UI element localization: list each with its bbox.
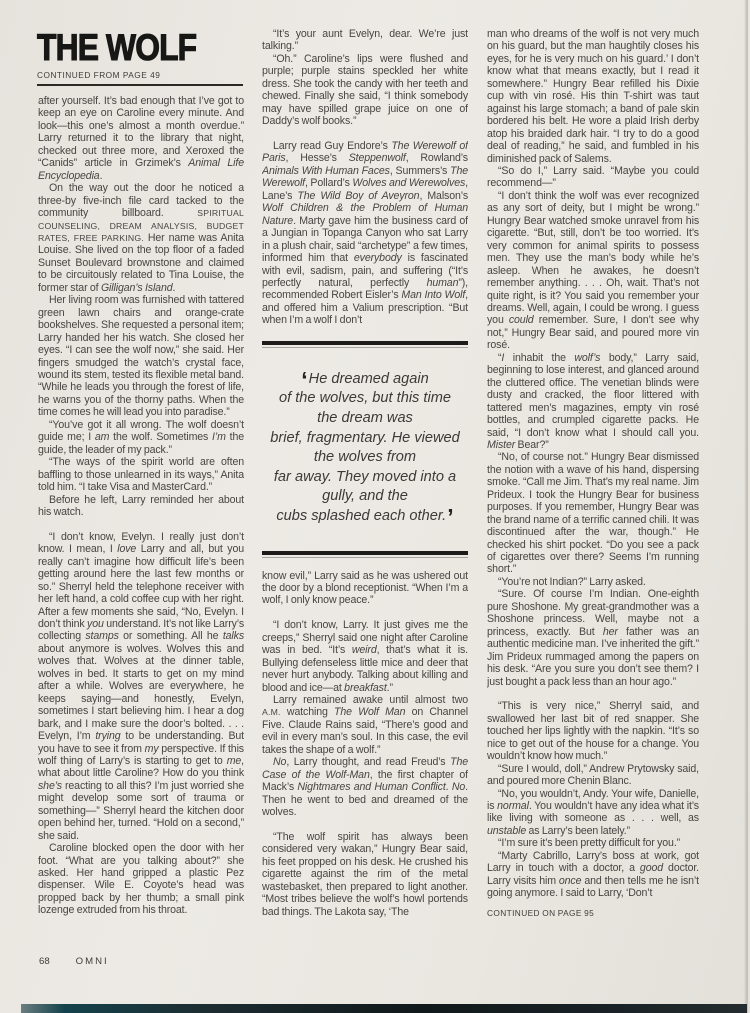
body-paragraph: “It’s your aunt Evelyn, dear. We’re just talking.” xyxy=(262,28,468,53)
body-paragraph: Larry read Guy Endore’s The Werewolf of Paris, Hesse’s Steppenwolf, Rowland’s Animals With Human Faces, Summers’s The Werewolf, Pollard’s Wolves and Werewolves, Lane’s The Wild Boy of Aveyron, Malson’s Wolf Children & the Problem of Human Nature. Marty gave him the business card of a Jungian in Topanga Canyon who sat Larry in a plush chair, said “archetype” a few times, informed him that everybody is fascinated with evil, sadism, pain, and suffering (“It’s perfectly natural, perfectly human”), recommended Robert Eisler’s Man Into Wolf, and offered him a Valium prescription. “But when I’m a wolf I don’t xyxy=(262,140,468,327)
body-paragraph: “No, you wouldn’t, Andy. Your wife, Danielle, is normal. You wouldn’t have any idea what it’s like living with someone as . . . well, as unstable as Larry’s been lately.” xyxy=(487,787,699,837)
body-paragraph: “Marty Cabrillo, Larry’s boss at work, got Larry in touch with a doctor, a good doctor. Larry visits him once and then tells me he isn’t going anymore. I said to Larry, ‘Don’t xyxy=(487,849,699,900)
article-title: THE WOLF xyxy=(37,27,197,68)
text-column-1 xyxy=(38,95,244,947)
scan-right-edge xyxy=(744,0,748,1013)
body-paragraph: “I’m sure it’s been pretty difficult for you.” xyxy=(498,837,681,850)
body-paragraph: “I don’t think the wolf was ever recognized as any sort of deity, but I might be wrong.” Hungry Bear watched smoke unravel from his cigarette. “But, still, don’t be too worried. It’s very common for animal spirits to possess men. They use the man’s body while he’s asleep. When he awakes, he doesn’t remember anything. . . . Oh, wait. That’s not quite right, is it? You said you remember your dreams. Well, again, I could be wrong. I guess you could remember. Sure, I don’t see why not,” Hungry Bear said, and poured more vin rosé. xyxy=(487,189,699,352)
body-paragraph: “The wolf spirit has always been considered very wakan,” Hungry Bear said, his feet propped on his desk. He crushed his cigarette against the rim of the metal wastebasket, then prepared to light another. “Most tribes believe the wolf’s howl portends bad things. The Lakota say, ‘The xyxy=(262,830,468,918)
body-paragraph: “Sure. Of course I’m Indian. One-eighth pure Shoshone. My great-grandmother was a Shoshone princess. Well, maybe not a princess, exactly. But her father was an authentic medicine man. I’ve inherited the gift.” Jim Prideux rummaged among the papers on his desk. “Are you sure you don’t see them? I just bought a pack less than an hour ago.” xyxy=(487,588,699,688)
body-paragraph: “So do I,” Larry said. “Maybe you could recommend—” xyxy=(487,164,699,190)
close-quote-mark: ’ xyxy=(447,503,454,530)
text-column-2 xyxy=(262,28,468,962)
small-caps-text: A.M. xyxy=(262,707,281,718)
small-caps-text: SPIRITUAL COUNSELING, DREAM ANALYSIS, BUDGET RATES, FREE PARKING. xyxy=(38,208,244,243)
pull-quote: ‘He dreamed again of the wolves, but this time the dream was brief, fragmentary. He viewed the wolves from far away. They moved into a gully, and the cubs splashed each other.’ xyxy=(270,366,460,530)
body-paragraph: after yourself. It’s bad enough that I’ve got to keep an eye on Caroline every minute. And look—this one’s almost a month overdue.” Larry returned it to the library that night, checked out three more, and Xeroxed the “Canids” article in Grzimek’s Animal Life Encyclopedia. xyxy=(38,95,244,182)
scan-bottom-bar xyxy=(21,1004,747,1013)
body-paragraph: “This is very nice,” Sherryl said, and swallowed her last bit of red snapper. She touched her lips lightly with the napkin. “It’s so nice to get out of the house for a change. You wouldn’t know how much.” xyxy=(487,700,699,763)
continued-on-note: CONTINUED ON PAGE 95 xyxy=(487,907,595,918)
body-paragraph: know evil,” Larry said as he was ushered out the door by a blond receptionist. “When I’m a wolf, I only know peace.” xyxy=(262,569,468,607)
body-paragraph: “No, of course not.” Hungry Bear dismissed the notion with a wave of his hand, dispersing smoke. “Call me Jim. That’s my real name. Jim Prideux. I took the Hungry Bear for business purposes. If you remember, Hungry Bear was the brand name of a terrific canned chili. It was discontinued after the war, though.” He checked his shirt pocket. “Do you see a pack of cigarettes over there? Seems I’m running short.” xyxy=(487,451,699,576)
body-paragraph: “You’re not Indian?” Larry asked. xyxy=(498,575,646,588)
body-paragraph: Caroline blocked open the door with her foot. “What are you talking about?” she asked. Her hand gripped a plastic Pez dispenser. Wile E. Coyote’s head was propped back by her thumb; a small pink lozenge extruded from his throat. xyxy=(38,842,244,917)
body-paragraph: “I inhabit the wolf’s body,” Larry said, beginning to lose interest, and glanced around the cluttered office. The venetian blinds were dusty and cracked, the floor littered with tattered men’s magazines, empty vin rosé bottles, and crumpled cigarette packs. He said, “I don’t know what I should call you. Mister Bear?” xyxy=(487,351,699,451)
text-column-3 xyxy=(487,28,699,996)
header-rule xyxy=(37,84,243,86)
body-paragraph: “You’ve got it all wrong. The wolf doesn’t guide me; I am the wolf. Sometimes I’m the guide, the leader of my pack.” xyxy=(38,418,244,456)
body-paragraph: Larry remained awake until almost two A.M. watching The Wolf Man on Channel Five. Claude Rains said, “There’s good and evil in every man’s soul. In this case, the evil takes the shape of a wolf.” xyxy=(262,694,468,756)
pull-quote-rule-top xyxy=(262,341,468,348)
body-paragraph: Before he left, Larry reminded her about his watch. xyxy=(38,493,244,518)
article-header xyxy=(37,27,243,86)
page-footer xyxy=(39,956,109,967)
body-paragraph: “Sure I would, doll,” Andrew Prytowsky said, and poured more Chenin Blanc. xyxy=(487,762,699,788)
page-number: 68 xyxy=(39,956,50,967)
body-paragraph: “I don’t know, Evelyn. I really just don’t know. I mean, I love Larry and all, but you really can’t imagine how difficult life’s been getting around here the last few months or so.” Sherryl held the telephone receiver with her left hand, a cold coffee cup with her right. After a few moments she said, “No, Evelyn. I don’t think you understand. It’s not like Larry’s collecting stamps or something. All he talks about anymore is wolves. Wolves this and wolves that. Wolves at the dinner table, wolves in bed. It starts to get on my mind after a while. Wolves are everywhere, he keeps saying—and honestly, Evelyn, sometimes I start believing him. I hear a dog bark, and I make sure the door’s bolted. . . . Evelyn, I’m trying to be understanding. But you have to see it from my perspective. If this wolf thing of Larry’s is starting to get to me, what about little Caroline? How do you think she’s reacting to all this? I’m just worried she might develop some sort of trauma or something—” Sherryl heard the kitchen door open behind her, turned. “Hold on a second,” she said. xyxy=(38,530,244,842)
body-paragraph: No, Larry thought, and read Freud’s The Case of the Wolf-Man, the first chapter of Mack’s Nightmares and Human Conflict. No. Then he went to bed and dreamed of the wolves. xyxy=(262,756,468,819)
body-paragraph: On the way out the door he noticed a three-by five-inch file card tacked to the community billboard. SPIRITUAL COUNSELING, DREAM ANALYSIS, BUDGET RATES, FREE PARKING. Her name was Anita Louise. She lived on the top floor of a faded Sunset Boulevard brownstone and claimed to be circuitously related to Tina Louise, the former star of Gilligan’s Island. xyxy=(38,182,244,294)
pull-quote-rule-bottom xyxy=(262,551,468,558)
body-paragraph: “Oh.” Caroline’s lips were flushed and purple; purple stains speckled her white dress. She took the candy with her teeth and chewed. Finally she said, “I think somebody may have spilled grape juice on one of Daddy’s wolf books.” xyxy=(262,52,468,128)
continued-from-note: CONTINUED FROM PAGE 49 xyxy=(37,70,161,80)
body-paragraph: man who dreams of the wolf is not very much on his guard, but the man haughtily closes his eyes, for he is very much on his guard.’ I don’t know what that means exactly, but I read it somewhere.” Hungry Bear refilled his Dixie cup with vin rosé. His thin T-shirt was taut against his large stomach; a band of pale skin bordered his belt. He wore a plaid Irish derby atop his braided dark hair. “I try to do a good deal of reading,” he said, and fumbled in his diminished pack of Salems. xyxy=(487,28,699,165)
magazine-name: OMNI xyxy=(75,956,109,967)
body-paragraph: Her living room was furnished with tattered green lawn chairs and orange-crate bookshelves. She requested a personal item; Larry handed her his watch. She closed her eyes. “I can see the wolf now,” she said. Her fingers smudged the watch’s crystal face, wound its stem, tested its flexible metal band. “While he leads you through the forest of life, he warns you of the thorny paths. When the time comes he will lead you into paradise.” xyxy=(38,294,244,419)
body-paragraph: “I don’t know, Larry. It just gives me the creeps,” Sherryl said one night after Caroline was in bed. “It’s weird, that’s what it is. Bullying defenseless little mice and deer that never hurt anybody. Talking about killing and blood and ice—at breakfast.” xyxy=(262,619,468,694)
body-paragraph: “The ways of the spirit world are often baffling to those unlearned in its ways,” Anita told him. “I take Visa and MasterCard.” xyxy=(38,456,244,494)
open-quote-mark: ‘ xyxy=(301,366,308,393)
